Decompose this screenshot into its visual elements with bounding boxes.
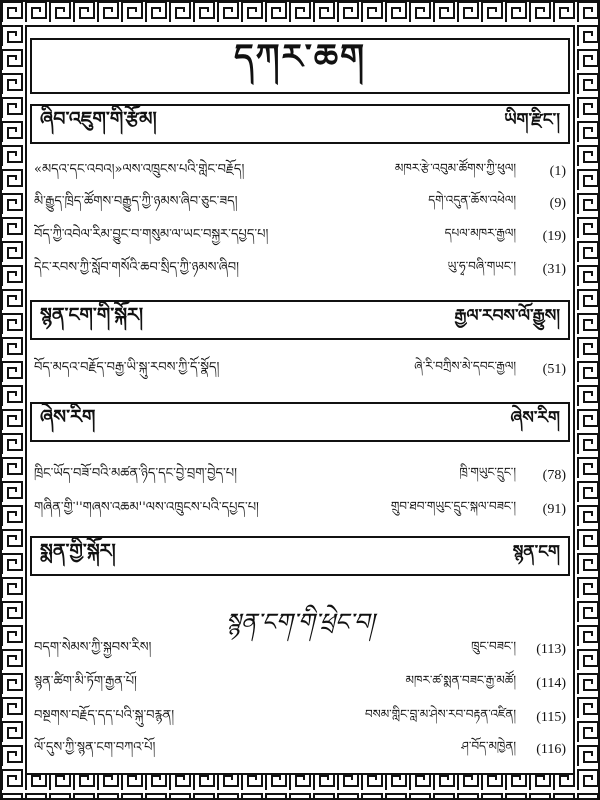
entry-page: (78) [542, 468, 566, 483]
toc-entry[interactable] [34, 670, 566, 698]
entry-title: ཁྲིང་ཡོད་བཟོ་བའི་མཚན་ཉིད་དང་བྱེ་བྲག་བྱེད་པ། [34, 465, 237, 481]
entry-title: བསྔགས་བརྗོད་དད་པའི་སྐུ་བརྙན། [34, 707, 175, 723]
section-label: སྙན་ངག་གི་སྐོར། [40, 304, 144, 326]
entry-title: སྙན་ཚིག་མི་ཏོག་རྒྱན་པོ། [34, 673, 137, 689]
entry-author: དཔལ་མཁར་རྒྱལ། [444, 226, 516, 240]
toc-entry[interactable] [34, 704, 566, 732]
toc-entry[interactable] [34, 256, 566, 284]
toc-entry[interactable] [34, 462, 566, 490]
entry-page: (91) [542, 502, 566, 517]
entry-author: མཁར་རྩེ་འབུམ་ཚོགས་ཀྱི་ཕུལ། [394, 161, 516, 175]
section-category: སྙན་ངག [512, 542, 560, 562]
entry-page: (19) [542, 229, 566, 244]
section-header-1 [30, 104, 570, 144]
page-title: དཀར་ཆག [233, 37, 367, 77]
toc-entry[interactable] [34, 158, 566, 186]
entry-page: (31) [542, 262, 566, 277]
entry-page: (116) [536, 742, 566, 757]
entry-author: དགེ་འདུན་ཆོས་འཕེལ། [428, 193, 516, 207]
entry-title: «མདའ་དང་འབའ།»ལས་འཁྲུངས་པའི་གླེང་བརྗོད། [34, 161, 245, 177]
section-label: སྨན་གྱི་སྐོར། [40, 540, 116, 562]
section-label: ཞིབ་འཇུག་གི་རྩོམ། [40, 108, 157, 130]
entry-title: བོད་མདའ་བརྗོད་བརྒྱ་ཡི་སྐུ་རབས་ཀྱི་དོ་སྣོད། [34, 359, 220, 375]
entry-page: (51) [542, 362, 566, 377]
title-box [30, 38, 570, 94]
entry-author: ཁྲུང་བཟང་། [471, 639, 516, 653]
section-category: རྒྱལ་རབས་ལོ་རྒྱུས། [454, 306, 560, 326]
section-header-2 [30, 300, 570, 340]
entry-page: (114) [536, 676, 566, 691]
entry-page: (113) [536, 642, 566, 657]
entry-title: མི་རྒྱུད་ཁྲིད་ཚོགས་བརྒྱུད་ཀྱི་ཉམས་ཞིབ་ཅུང་ཟད། [34, 193, 238, 209]
entry-author: ཞེ་རི་བཀྲིས་མེ་དབང་རྒྱལ། [414, 359, 516, 373]
entry-page: (1) [549, 164, 566, 179]
entry-title: ལོ་དུས་ཀྱི་སྙན་ངག་བཀའ་པོ། [34, 739, 156, 755]
entry-title: གཞིན་གྱི་''གཞས་འཆམ''ལས་འཁྲུངས་པའི་དཔྱད་པ། [34, 499, 259, 515]
toc-entry[interactable] [34, 223, 566, 251]
toc-entry[interactable] [34, 636, 566, 664]
toc-entry[interactable] [34, 496, 566, 524]
section-category: ཡིག་རྫིང་། [504, 110, 560, 130]
section-header-3 [30, 402, 570, 442]
toc-entry[interactable] [34, 356, 566, 384]
section-header-4 [30, 536, 570, 576]
toc-entry[interactable] [34, 190, 566, 218]
entry-title: བོད་ཀྱི་འབེལ་རིམ་བྱུང་བ་གསུམ་ལ་ཡང་བསྐྱར་དཔྱད་པ། [34, 226, 269, 242]
section-category: ཞེས་རིག [510, 408, 560, 428]
entry-page: (115) [536, 710, 566, 725]
entry-author: ཁྲི་གཡུང་དྲུང་། [459, 465, 516, 479]
entry-author: བསམ་གླིང་བླ་མ་ཤེས་རབ་བརྟན་འཛིན། [364, 707, 516, 721]
entry-author: གྲུབ་ཐབ་གཡུང་དྲུང་སྐལ་བཟང་། [390, 499, 516, 513]
calligraphy-heading: སྙན་ངག་གི་ཕྲེང་བ། [225, 608, 375, 636]
entry-title: དེང་རབས་ཀྱི་སློབ་གསོའི་ཆབ་སྲིད་ཀྱི་ཉམས་ཞིབ། [34, 259, 240, 275]
content-area [30, 30, 570, 770]
toc-entry[interactable] [34, 736, 566, 764]
section-label: ཞེས་རིག [40, 406, 96, 428]
entry-title: བདག་སེམས་ཀྱི་སྐྱབས་རིས། [34, 639, 152, 655]
entry-author: ཡུ་ཧྭ་བཞི་གཡང་། [447, 259, 516, 273]
entry-page: (9) [549, 196, 566, 211]
entry-author: ཤ་བོད་མཁྱེན། [461, 739, 516, 753]
entry-author: མཁར་ཚ་སྨན་བཟང་རྒྱ་མཚོ། [405, 673, 516, 687]
